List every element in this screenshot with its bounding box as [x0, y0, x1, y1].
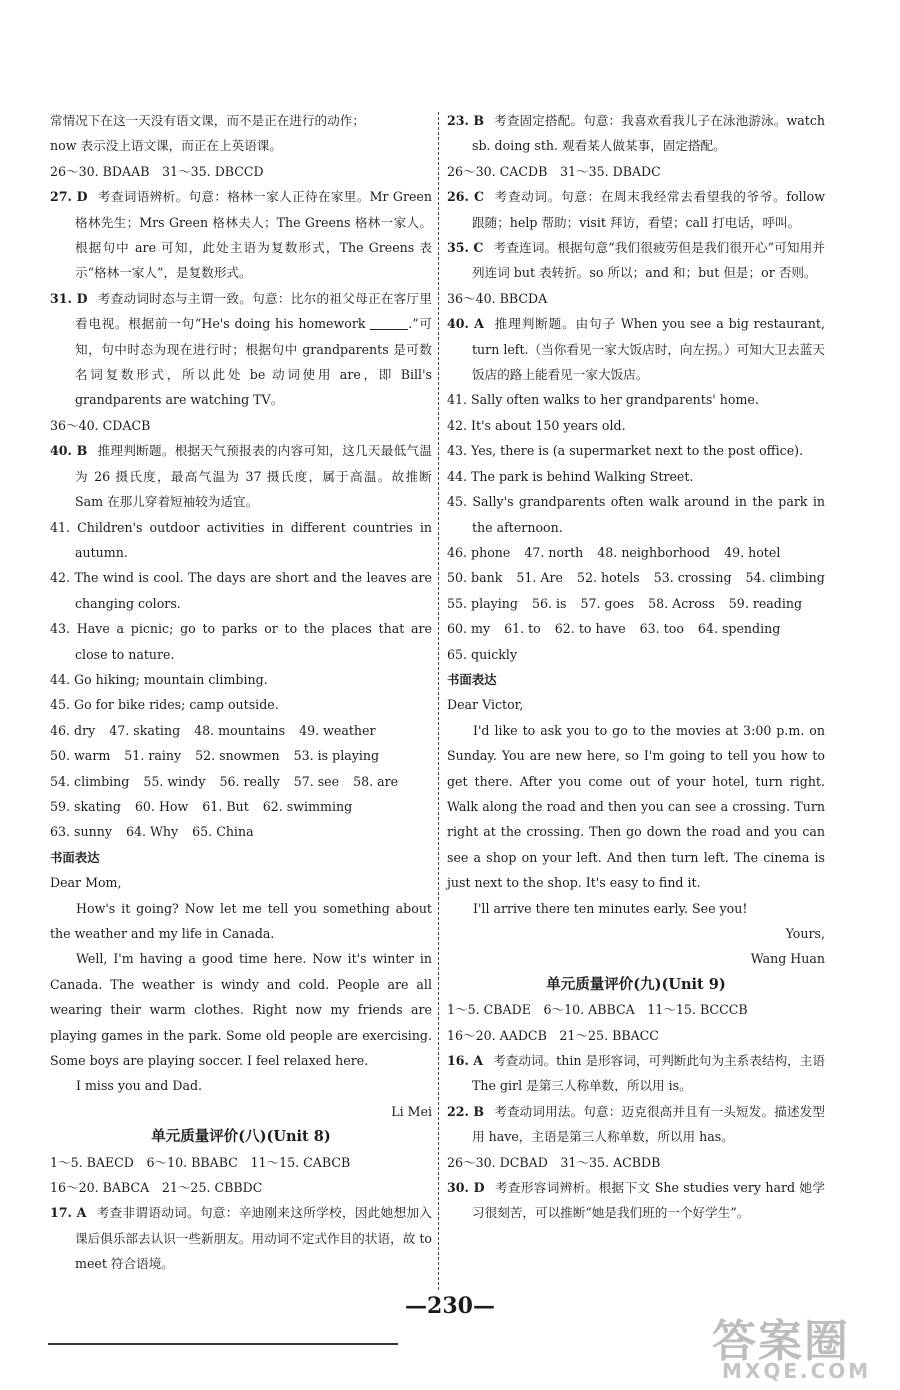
explanation-26: [447, 184, 825, 235]
explanation-text: 推理判断题。根据天气预报表的内容可知，这几天最低气温为 26 摄氏度，最高气温为 37 摄氏度，属于高温。故推断 Sam 在那儿穿着短袖较为适宜。: [75, 443, 432, 510]
explanation-text: .”可知，句中时态为现在进行时；根据句中 grandparents 是可数名词复数形式，所以此处 be 动词使用 are，即 Bill's grandparents are watching TV。: [75, 316, 432, 408]
letter-closing: Yours,: [785, 926, 825, 941]
question-number: 22. B: [447, 1103, 485, 1119]
word-answers: [447, 565, 825, 590]
word-answers: [50, 743, 432, 768]
word-answers: [50, 819, 432, 844]
section-heading: 书面表达: [447, 671, 497, 687]
word-answer: 62. to have: [554, 621, 626, 637]
question-number: 27. D: [50, 189, 88, 205]
letter-salutation: Dear Mom,: [50, 875, 122, 891]
word-answer: 58. are: [353, 773, 399, 789]
page-number: —230—: [405, 1293, 495, 1319]
word-answer: 51. rainy: [124, 748, 182, 764]
left-line: 常情况下在这一天没有语文课，而不是正在进行的动作；: [50, 113, 365, 128]
word-answer: 52. hotels: [576, 570, 640, 586]
letter-paragraph: How's it going? Now let me tell you something about the weather and my life in Canada.: [50, 900, 432, 941]
word-answer: 49. weather: [299, 722, 376, 738]
explanation-40: [50, 438, 432, 514]
word-answer: 60. How: [134, 798, 189, 814]
short-answer: 43. Have a picnic; go to parks or to the places that are close to nature.: [50, 621, 432, 662]
word-answers: [447, 540, 825, 565]
watermark-logo: [702, 1305, 882, 1385]
letter-signature: Wang Huan: [750, 951, 825, 967]
word-answers: [447, 591, 825, 616]
short-answer: 45. Go for bike rides; camp outside.: [50, 697, 279, 713]
word-answer: 59. skating: [50, 798, 121, 814]
word-answer: 52. snowmen: [195, 748, 280, 764]
word-answers: [50, 769, 432, 794]
unit-heading: 单元质量评价(八)(Unit 8): [151, 1128, 331, 1146]
word-answer: 59. reading: [728, 595, 803, 611]
answer-blank: [370, 315, 408, 330]
answer-key: 36～40. BBCDA: [447, 290, 548, 306]
explanation-text: 考查非谓语动词。句意：辛迪刚来这所学校，因此她想加入课后俱乐部去认识一些新朋友。用动词不定式作目的状语，故 to meet 符合语境。: [75, 1205, 432, 1272]
short-answer: 45. Sally's grandparents often walk around in the park in the afternoon.: [447, 494, 825, 535]
word-answer: 61. to: [504, 621, 541, 637]
short-answer: 42. It's about 150 years old.: [447, 417, 626, 433]
short-answer: 44. Go hiking; mountain climbing.: [50, 671, 268, 687]
explanation-40: [447, 311, 825, 387]
word-answer: 63. too: [639, 621, 684, 637]
word-answer: 58. Across: [648, 595, 715, 611]
question-number: 31. D: [50, 290, 88, 306]
watermark-text: 答案圈: [712, 1316, 850, 1367]
word-answer: 64. Why: [125, 824, 179, 840]
letter-paragraph: I miss you and Dad.: [76, 1078, 203, 1094]
word-answers: [50, 794, 432, 819]
question-number: 17. A: [50, 1205, 87, 1221]
word-answer: 55. playing: [447, 595, 518, 611]
letter-salutation: Dear Victor,: [447, 697, 524, 713]
answer-key: 1～5. CBADE 6～10. ABBCA 11～15. BCCCB: [447, 1002, 748, 1018]
word-answer: 55. windy: [143, 773, 206, 789]
word-answer: 49. hotel: [724, 544, 781, 560]
word-answer: 60. my: [447, 621, 491, 637]
question-number: 30. D: [447, 1180, 485, 1196]
word-answer: 57. goes: [580, 595, 635, 611]
question-number: 35. C: [447, 240, 484, 256]
explanation-text: 推理判断题。由句子 When you see a big restaurant, turn left.（当你看见一家大饭店时，向左拐。）可知大卫去蓝天饭店的路上能看见一家大饭店。: [472, 316, 825, 383]
column-divider: [438, 112, 439, 1290]
question-number: 40. B: [50, 443, 88, 459]
word-answer: 65. China: [192, 824, 254, 840]
word-answer: 54. climbing: [745, 570, 825, 586]
word-answer: 56. is: [531, 595, 567, 611]
word-answer: 46. dry: [50, 722, 96, 738]
word-answer: 50. warm: [50, 748, 111, 764]
answer-key: 26～30. DCBAD 31～35. ACBDB: [447, 1154, 661, 1170]
word-answer: 62. swimming: [262, 798, 353, 814]
word-answer: 47. north: [524, 544, 584, 560]
question-number: 23. B: [447, 113, 485, 128]
question-number: 16. A: [447, 1053, 484, 1069]
short-answer: 41. Children's outdoor activities in different countries in autumn.: [50, 519, 432, 560]
explanation-17: [50, 1200, 432, 1276]
explanation-35: [447, 235, 825, 286]
answer-key: 1～5. BAECD 6～10. BBABC 11～15. CABCB: [50, 1154, 351, 1170]
word-answer: 54. climbing: [50, 773, 130, 789]
word-answer: 61. But: [202, 798, 249, 814]
word-answer: 47. skating: [109, 722, 181, 738]
explanation-text: 考查动词用法。句意：迈克很高并且有一头短发。描述发型用 have，主语是第三人称单数，所以用 has。: [472, 1103, 825, 1145]
explanation-text: 考查形容词辨析。根据下文 She studies very hard 她学习很刻苦，可以推断“她是我们班的一个好学生”。: [472, 1180, 825, 1221]
unit-heading: 单元质量评价(九)(Unit 9): [546, 975, 726, 993]
word-answer: 51. Are: [516, 570, 563, 586]
explanation-text: 考查固定搭配。句意：我喜欢看我儿子在泳池游泳。watch sb. doing sth. 观看某人做某事，固定搭配。: [472, 113, 825, 154]
footer-rule: [48, 1343, 398, 1345]
explanation-text: 考查词语辨析。句意：格林一家人正待在家里。Mr Green 格林先生；Mrs Green 格林夫人；The Greens 格林一家人。根据句中 are 可知，此处主语为复数形式，The Greens 表示“格林一家人”，是复数形式。: [75, 189, 432, 281]
explanation-text: 考查动词。thin 是形容词，可判断此句为主系表结构，主语 The girl 是第三人称单数，所以用 is。: [472, 1053, 825, 1094]
question-number: 40. A: [447, 316, 484, 332]
word-answer: 63. sunny: [50, 824, 112, 840]
answer-key: 26～30. CACDB 31～35. DBADC: [447, 163, 661, 179]
explanation-text: 考查动词时态与主谓一致。句意：比尔的祖父母正在客厅里看电视。根据前一句“He's doing his homework: [75, 290, 433, 332]
explanation-23: [447, 108, 825, 159]
answer-key: 16～20. BABCA 21～25. CBBDC: [50, 1180, 263, 1196]
word-answer: 64. spending: [697, 621, 781, 637]
left-line: now 表示没上语文课，而正在上英语课。: [50, 138, 282, 154]
letter-paragraph: I'd like to ask you to go to the movies at 3:00 p.m. on Sunday. You are new here, so I'm going to tell you how to get there. After you come out of your hotel, turn right. Walk along the road and then you can see a crossing. Turn right at the crossing. Then go down the road and you can see a shop on your left. And then turn left. The cinema is just next to the shop. It's easy to find it.: [447, 722, 825, 891]
explanation-22: [447, 1099, 825, 1150]
explanation-27: [50, 184, 432, 286]
answer-key: 36～40. CDACB: [50, 417, 151, 433]
answer-key: 26～30. BDAAB 31～35. DBCCD: [50, 163, 264, 179]
word-answer: 53. is playing: [293, 748, 380, 764]
word-answers: [50, 718, 432, 743]
letter-paragraph: I'll arrive there ten minutes early. See you!: [473, 900, 748, 916]
left-column: [50, 108, 432, 1277]
word-answer: 57. see: [293, 773, 340, 789]
short-answer: 42. The wind is cool. The days are short and the leaves are changing colors.: [50, 570, 432, 611]
word-answer: 46. phone: [447, 544, 511, 560]
explanation-text: 考查连词。根据句意“我们很疲劳但是我们很开心”可知用并列连词 but 表转折。so 所以；and 和；but 但是；or 否则。: [472, 240, 825, 281]
explanation-text: 考查动词。句意：在周末我经常去看望我的爷爷。follow 跟随；help 帮助；visit 拜访，看望；call 打电话，呼叫。: [472, 189, 825, 230]
letter-signature: Li Mei: [391, 1103, 432, 1119]
explanation-30: [447, 1175, 825, 1226]
word-answers: [447, 616, 825, 641]
question-number: 26. C: [447, 189, 484, 205]
word-answer: 53. crossing: [653, 570, 732, 586]
answer-key: 16～20. AADCB 21～25. BBACC: [447, 1027, 659, 1043]
word-answer: 48. mountains: [194, 722, 286, 738]
letter-paragraph: Well, I'm having a good time here. Now it's winter in Canada. The weather is windy and cold. People are all wearing their warm clothes. Right now my friends are playing games in the park. Some old people are exercising. Some boys are playing soccer. I feel relaxed here.: [50, 951, 432, 1069]
explanation-16: [447, 1048, 825, 1099]
short-answer: 43. Yes, there is (a supermarket next to the post office).: [447, 443, 804, 459]
explanation-31: [50, 286, 432, 413]
watermark-url: MXQE.COM: [722, 1359, 872, 1383]
right-column: [447, 108, 825, 1226]
short-answer: 41. Sally often walks to her grandparents' home.: [447, 392, 759, 408]
word-answer: 56. really: [219, 773, 280, 789]
word-answer: 65. quickly: [447, 646, 518, 662]
short-answer: 44. The park is behind Walking Street.: [447, 468, 694, 484]
word-answer: 48. neighborhood: [597, 544, 711, 560]
word-answer: 50. bank: [447, 570, 503, 586]
section-heading: 书面表达: [50, 849, 100, 865]
